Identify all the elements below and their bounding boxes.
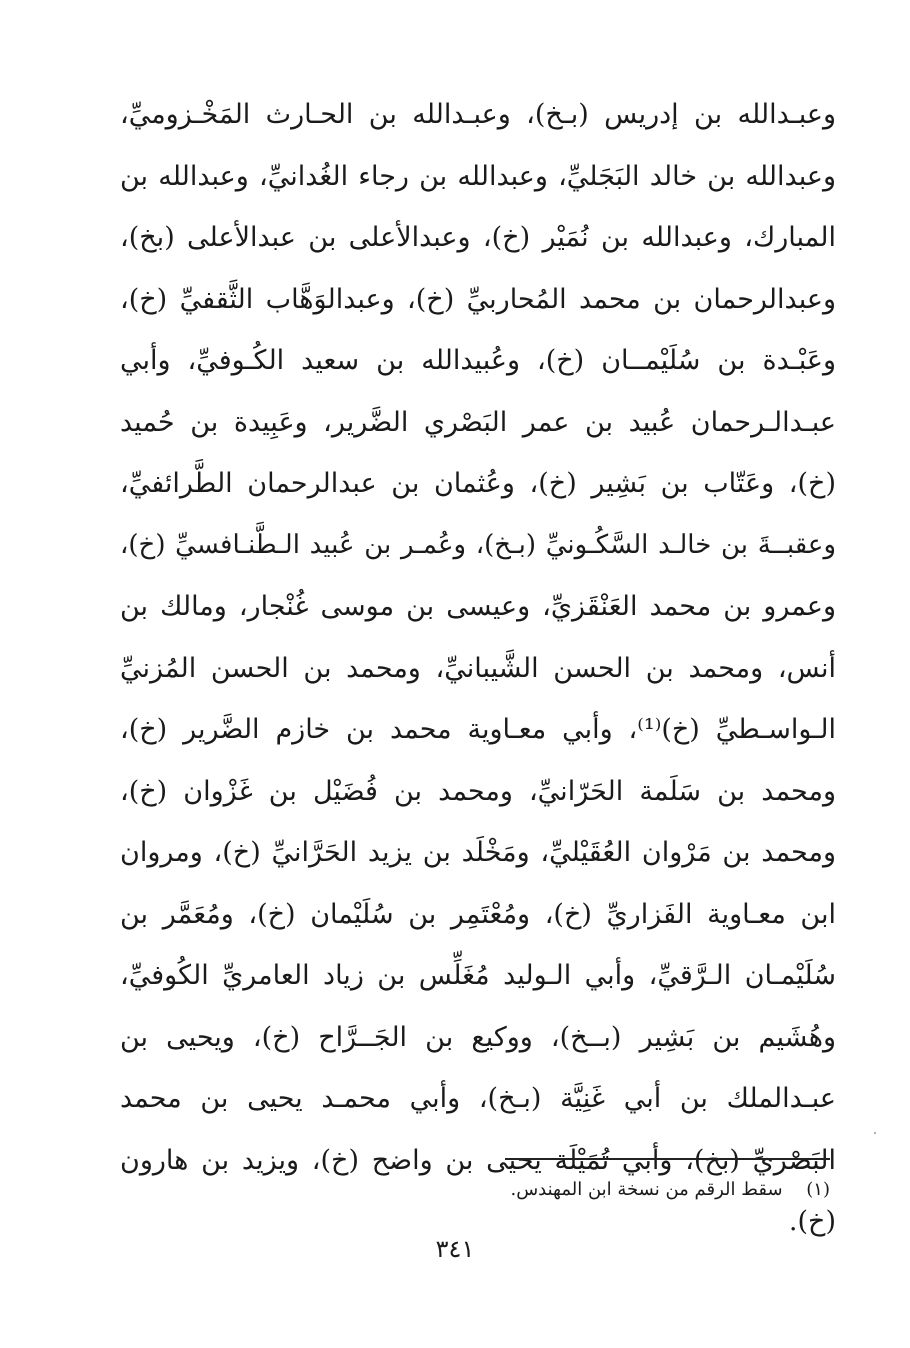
text-line-last: (خ). (788, 1206, 836, 1237)
text-line: وعقبــةَ بن خالـد السَّكُـونيِّ (بـخ)، وعُمـر بن عُبيد الـطَّنـافسيِّ (خ)، (120, 529, 836, 560)
text-line: (خ)، وعَتّاب بن بَشِير (خ)، وعُثمان بن عبدالرحمان الطَّرائفيِّ، (120, 468, 836, 499)
text-line: وعبدالرحمان بن محمد المُحاربيِّ (خ)، وعبدالوَهَّاب الثَّقفيِّ (خ)، (120, 283, 836, 315)
footnote-number: (١) (806, 1179, 830, 1200)
text-line: وهُشَيم بن بَشِير (بــخ)، ووكيع بن الجَــرَّاح (خ)، ويحيى بن (120, 1021, 836, 1053)
page-number: ٣٤١ (435, 1235, 475, 1263)
text-line: وعبدالله بن خالد البَجَليِّ، وعبدالله بن رجاء الغُدانيِّ، وعبدالله بن (120, 160, 836, 192)
footnote-separator (505, 1158, 830, 1160)
footnote-text: سقط الرقم من نسخة ابن المهندس. (510, 1179, 783, 1200)
text-line: ومحمد بن سَلَمة الحَرّانيِّ، ومحمد بن فُضَيْل بن غَزْوان (خ)، (120, 775, 836, 807)
text-line: عبـدالـرحمان عُبيد بن عمر البَصْري الضَّرير، وعَبِيدة بن حُميد (120, 406, 836, 438)
footnote (300, 1176, 830, 1204)
main-text-block (120, 84, 836, 1253)
text-line: البَصْريِّ (بخ)، وأبي تُمَيْلَة يحيى بن واضح (خ)، ويزيد بن هارون (120, 1144, 836, 1176)
text-line: وعبـدالله بن إدريس (بـخ)، وعبـدالله بن الحـارث المَخْـزوميِّ، (120, 99, 836, 130)
text-line: وعَبْـدة بن سُلَيْمــان (خ)، وعُبيدالله بن سعيد الكُـوفيِّ، وأبي (120, 345, 836, 376)
text-line-with-footnote-ref: الـواسـطيِّ (خ)⁽¹⁾، وأبي معـاوية محمد بن خازم الضَّرير (خ)، (120, 714, 836, 745)
text-line: وعمرو بن محمد العَنْقَزيِّ، وعيسى بن موسى غُنْجار، ومالك بن (120, 591, 836, 622)
text-line: عبـدالملك بن أبي غَنِيَّة (بـخ)، وأبي محمـد يحيى بن محمد (120, 1083, 836, 1114)
text-line: المبارك، وعبدالله بن نُمَيْر (خ)، وعبدالأعلى بن عبدالأعلى (بخ)، (120, 222, 836, 253)
text-line: أنس، ومحمد بن الحسن الشَّيبانيِّ، ومحمد بن الحسن المُزنيِّ (120, 652, 836, 684)
text-line: سُلَيْمـان الـرَّقيِّ، وأبي الـوليد مُغَلِّس بن زياد العامريِّ الكُوفيِّ، (120, 960, 836, 991)
text-line: ابن معـاوية الفَزاريِّ (خ)، ومُعْتَمِر بن سُلَيْمان (خ)، ومُعَمَّر بن (120, 898, 836, 930)
text-line: ومحمد بن مَرْوان العُقَيْليِّ، ومَخْلَد بن يزيد الحَرَّانيِّ (خ)، ومروان (120, 837, 836, 868)
margin-speck (874, 1132, 876, 1134)
